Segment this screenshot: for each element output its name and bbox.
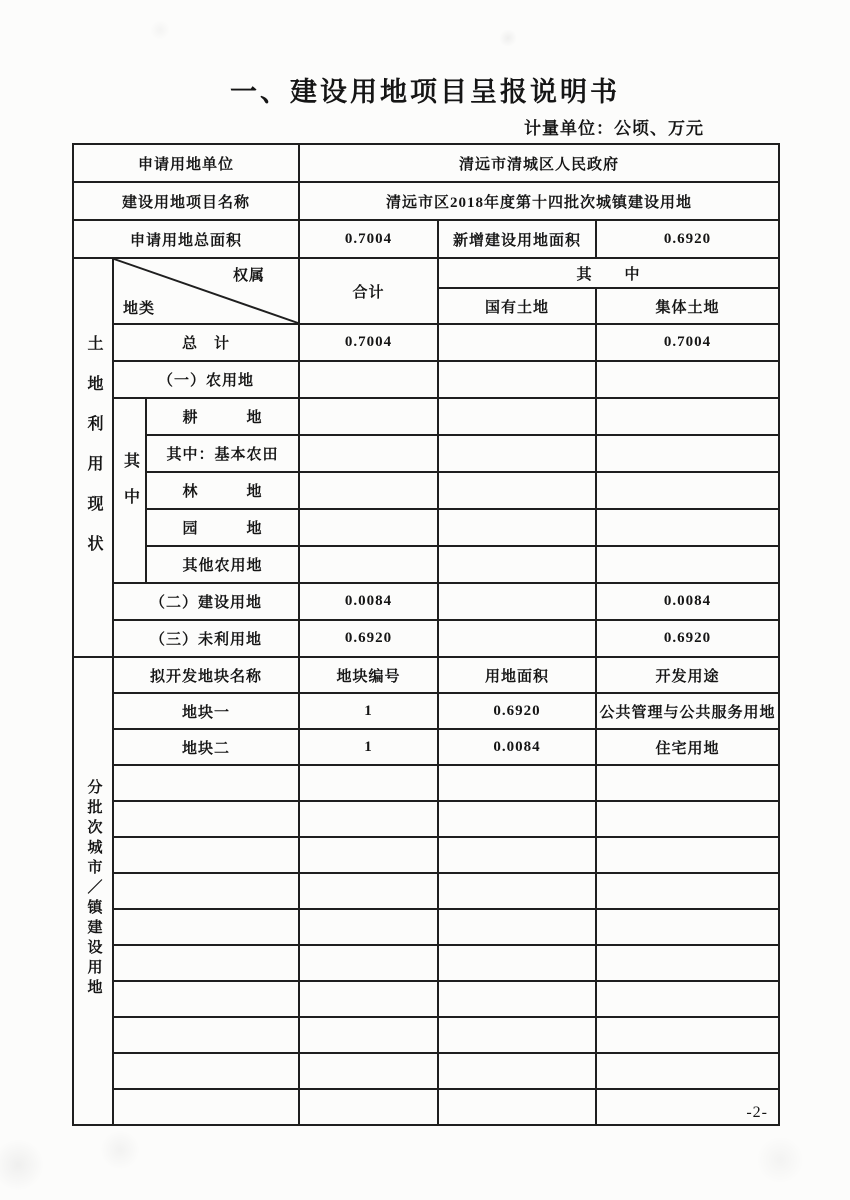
- new-area-value: 0.6920: [596, 220, 779, 258]
- empty-parcel-row: [73, 1017, 779, 1053]
- empty-parcel-row: [73, 945, 779, 981]
- empty-cell: [596, 873, 779, 909]
- empty-parcel-row: [73, 909, 779, 945]
- value-total: 0.6920: [299, 620, 438, 657]
- value-collective: [596, 361, 779, 398]
- empty-cell: [299, 909, 438, 945]
- value-state: [438, 546, 596, 583]
- row-basic-farmland: [73, 435, 779, 472]
- landuse-vertical-text: 土地利用现状: [85, 335, 102, 575]
- row-label: 耕 地: [146, 398, 299, 435]
- value-collective: [596, 472, 779, 509]
- col-header-state-land: 国有土地: [438, 288, 596, 324]
- value-state: [438, 620, 596, 657]
- row-label: 总 计: [113, 324, 299, 361]
- diagonal-label-landtype: 地类: [123, 301, 156, 317]
- col-header-parcel-area: 用地面积: [438, 657, 596, 693]
- empty-parcel-row: [73, 837, 779, 873]
- empty-cell: [438, 1089, 596, 1125]
- parcel-name: 地块一: [113, 693, 299, 729]
- value-state: [438, 509, 596, 546]
- empty-cell: [113, 1089, 299, 1125]
- value-state: [438, 583, 596, 620]
- empty-cell: [438, 981, 596, 1017]
- value-collective: [596, 398, 779, 435]
- parcels-vertical-text: 分批次城市／镇建设用地: [85, 778, 102, 999]
- empty-cell: [438, 945, 596, 981]
- parcel-code: 1: [299, 693, 438, 729]
- row-agricultural-land: [73, 361, 779, 398]
- col-header-total: 合计: [299, 258, 438, 324]
- applicant-value: 清远市清城区人民政府: [299, 144, 779, 182]
- row-cultivated-land: [73, 398, 779, 435]
- col-header-parcel-name: 拟开发地块名称: [113, 657, 299, 693]
- row-project-name: [73, 182, 779, 220]
- empty-cell: [596, 945, 779, 981]
- unit-note: 计量单位：公顷、万元: [524, 119, 704, 138]
- row-grand-total: [73, 324, 779, 361]
- parcel-row-1: [73, 693, 779, 729]
- empty-cell: [113, 873, 299, 909]
- empty-cell: [299, 765, 438, 801]
- value-collective: 0.0084: [596, 583, 779, 620]
- page-number: -2-: [746, 1104, 768, 1121]
- parcel-use: 公共管理与公共服务用地: [596, 693, 779, 729]
- value-collective: [596, 435, 779, 472]
- empty-cell: [299, 945, 438, 981]
- row-label: （二）建设用地: [113, 583, 299, 620]
- empty-cell: [299, 1089, 438, 1125]
- empty-cell: [596, 765, 779, 801]
- section-label-landuse: [73, 258, 113, 657]
- empty-cell: [113, 1017, 299, 1053]
- value-total: [299, 546, 438, 583]
- empty-cell: [596, 837, 779, 873]
- land-report-table: [72, 143, 780, 1126]
- total-area-value: 0.7004: [299, 220, 438, 258]
- row-label: （三）未利用地: [113, 620, 299, 657]
- row-construction-land: [73, 583, 779, 620]
- col-header-among: 其 中: [438, 258, 779, 288]
- value-state: [438, 435, 596, 472]
- value-state: [438, 324, 596, 361]
- empty-cell: [438, 837, 596, 873]
- value-total: [299, 398, 438, 435]
- empty-cell: [113, 837, 299, 873]
- value-collective: 0.6920: [596, 620, 779, 657]
- empty-cell: [299, 1053, 438, 1089]
- value-total: [299, 509, 438, 546]
- parcel-row-2: [73, 729, 779, 765]
- value-total: [299, 361, 438, 398]
- empty-cell: [596, 909, 779, 945]
- value-collective: [596, 509, 779, 546]
- new-area-label: 新增建设用地面积: [438, 220, 596, 258]
- empty-parcel-row: [73, 981, 779, 1017]
- value-collective: [596, 546, 779, 583]
- row-label: （一）农用地: [113, 361, 299, 398]
- row-forest-land: [73, 472, 779, 509]
- total-area-label: 申请用地总面积: [73, 220, 299, 258]
- empty-parcel-row: [73, 765, 779, 801]
- empty-cell: [113, 801, 299, 837]
- empty-parcel-row: [73, 801, 779, 837]
- empty-cell: [596, 1053, 779, 1089]
- applicant-label: 申请用地单位: [73, 144, 299, 182]
- empty-cell: [299, 1017, 438, 1053]
- project-label: 建设用地项目名称: [73, 182, 299, 220]
- section-label-parcels: [73, 657, 113, 1125]
- empty-cell: [113, 909, 299, 945]
- parcel-area: 0.0084: [438, 729, 596, 765]
- col-header-parcel-code: 地块编号: [299, 657, 438, 693]
- empty-cell: [299, 873, 438, 909]
- among-band: [113, 398, 146, 583]
- empty-cell: [438, 873, 596, 909]
- empty-parcel-row: [73, 873, 779, 909]
- empty-cell: [113, 981, 299, 1017]
- row-label: 林 地: [146, 472, 299, 509]
- value-state: [438, 361, 596, 398]
- empty-cell: [299, 837, 438, 873]
- parcel-code: 1: [299, 729, 438, 765]
- value-total: [299, 472, 438, 509]
- row-garden-land: [73, 509, 779, 546]
- row-label: 其中：基本农田: [146, 435, 299, 472]
- empty-cell: [299, 801, 438, 837]
- empty-cell: [113, 1053, 299, 1089]
- parcel-name: 地块二: [113, 729, 299, 765]
- empty-cell: [113, 765, 299, 801]
- value-state: [438, 472, 596, 509]
- empty-cell: [299, 981, 438, 1017]
- landuse-header-row-1: [73, 258, 779, 288]
- row-other-agricultural: [73, 546, 779, 583]
- empty-cell: [438, 1017, 596, 1053]
- empty-cell: [438, 765, 596, 801]
- among-vertical-text: 其中: [121, 452, 139, 524]
- value-total: [299, 435, 438, 472]
- row-total-area: [73, 220, 779, 258]
- row-unused-land: [73, 620, 779, 657]
- empty-cell: [596, 801, 779, 837]
- empty-cell: [438, 909, 596, 945]
- empty-cell: [438, 801, 596, 837]
- row-applicant: [73, 144, 779, 182]
- value-total: 0.0084: [299, 583, 438, 620]
- empty-cell: [113, 945, 299, 981]
- value-total: 0.7004: [299, 324, 438, 361]
- diagonal-label-ownership: 权属: [233, 268, 266, 284]
- project-value: 清远市区2018年度第十四批次城镇建设用地: [299, 182, 779, 220]
- empty-parcel-row: [73, 1089, 779, 1125]
- page-title: 一、建设用地项目呈报说明书: [230, 77, 620, 107]
- row-label: 其他农用地: [146, 546, 299, 583]
- parcels-header-row: [73, 657, 779, 693]
- empty-cell: [596, 981, 779, 1017]
- empty-cell: [596, 1017, 779, 1053]
- value-collective: 0.7004: [596, 324, 779, 361]
- parcel-area: 0.6920: [438, 693, 596, 729]
- col-header-parcel-use: 开发用途: [596, 657, 779, 693]
- empty-parcel-row: [73, 1053, 779, 1089]
- value-state: [438, 398, 596, 435]
- row-label: 园 地: [146, 509, 299, 546]
- parcel-use: 住宅用地: [596, 729, 779, 765]
- col-header-collective-land: 集体土地: [596, 288, 779, 324]
- diagonal-header-cell: [113, 258, 299, 324]
- empty-cell: [438, 1053, 596, 1089]
